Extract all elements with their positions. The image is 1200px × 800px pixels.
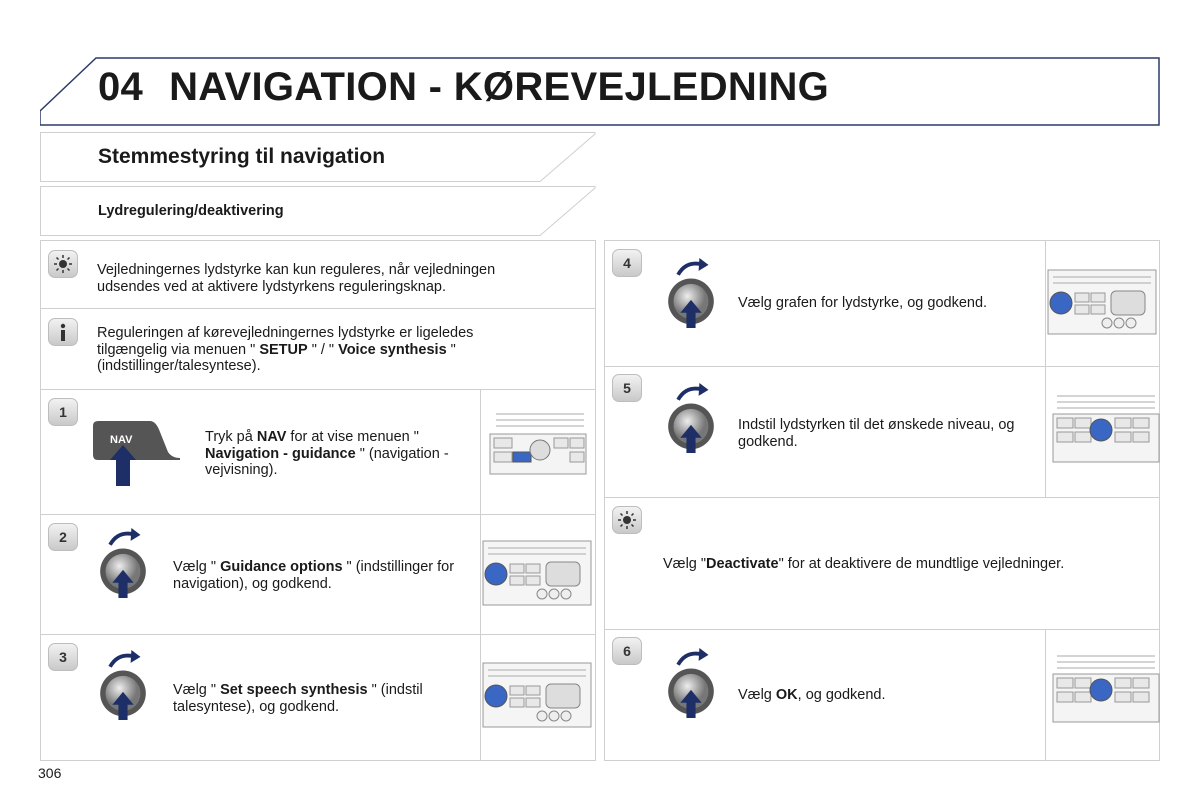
svg-text:NAV: NAV	[110, 434, 133, 446]
chapter-title	[98, 65, 829, 110]
section-title-band	[40, 132, 596, 182]
subsection-band	[40, 186, 596, 236]
lightbulb-icon	[48, 250, 78, 278]
step-badge-3: 3	[48, 643, 78, 671]
chapter-number: 04	[98, 65, 144, 109]
tip-text: Vejledningernes lydstyrke kan kun reguleres, når vejledningen udsendes ved at aktivere lydstyrkens reguleringsknap.	[97, 262, 496, 295]
rotary-knob-icon	[92, 650, 154, 720]
chapter-title-text: NAVIGATION - KØREVEJLEDNING	[169, 65, 830, 109]
rotary-knob-icon	[660, 258, 722, 328]
step-badge-6: 6	[612, 637, 642, 665]
deactivate-text: Vælg "Deactivate" for at deaktivere de mundtlige vejledninger.	[663, 556, 1065, 572]
step-5-text: Indstil lydstyrken til det ønskede niveau, og godkend.	[738, 417, 1015, 450]
subsection-title: Lydregulering/deaktivering	[98, 203, 284, 219]
step-badge-2: 2	[48, 523, 78, 551]
radio-panel-icon	[482, 662, 592, 733]
info-text: Reguleringen af kørevejledningernes lydstyrke er ligeledes tilgængelig via menuen " SETUP " / " Voice synthesis " (indstillinger/talesyntese).	[97, 325, 474, 374]
rotary-knob-icon	[92, 528, 154, 598]
lightbulb-icon	[612, 506, 642, 534]
page-number: 306	[38, 765, 62, 781]
step-4-text: Vælg grafen for lydstyrke, og godkend.	[738, 295, 988, 311]
step-6-text: Vælg OK, og godkend.	[738, 687, 886, 703]
radio-panel-icon	[1047, 269, 1157, 340]
radio-panel-icon	[1051, 652, 1161, 731]
nav-button-icon	[90, 418, 182, 488]
step-1-text: Tryk på NAV for at vise menuen " Navigation - guidance " (navigation -vejvisning).	[205, 429, 449, 478]
info-icon	[48, 318, 78, 346]
step-3-text: Vælg " Set speech synthesis " (indstil talesyntese), og godkend.	[173, 682, 423, 715]
chapter-header	[40, 57, 1160, 127]
radio-panel-icon	[1051, 392, 1161, 471]
radio-panel-icon	[488, 408, 588, 483]
step-badge-5: 5	[612, 374, 642, 402]
radio-panel-icon	[482, 540, 592, 611]
step-badge-4: 4	[612, 249, 642, 277]
section-title: Stemmestyring til navigation	[98, 145, 386, 168]
step-badge-1: 1	[48, 398, 78, 426]
step-2-text: Vælg " Guidance options " (indstillinger for navigation), og godkend.	[173, 559, 455, 592]
rotary-knob-icon	[660, 383, 722, 453]
rotary-knob-icon	[660, 648, 722, 718]
